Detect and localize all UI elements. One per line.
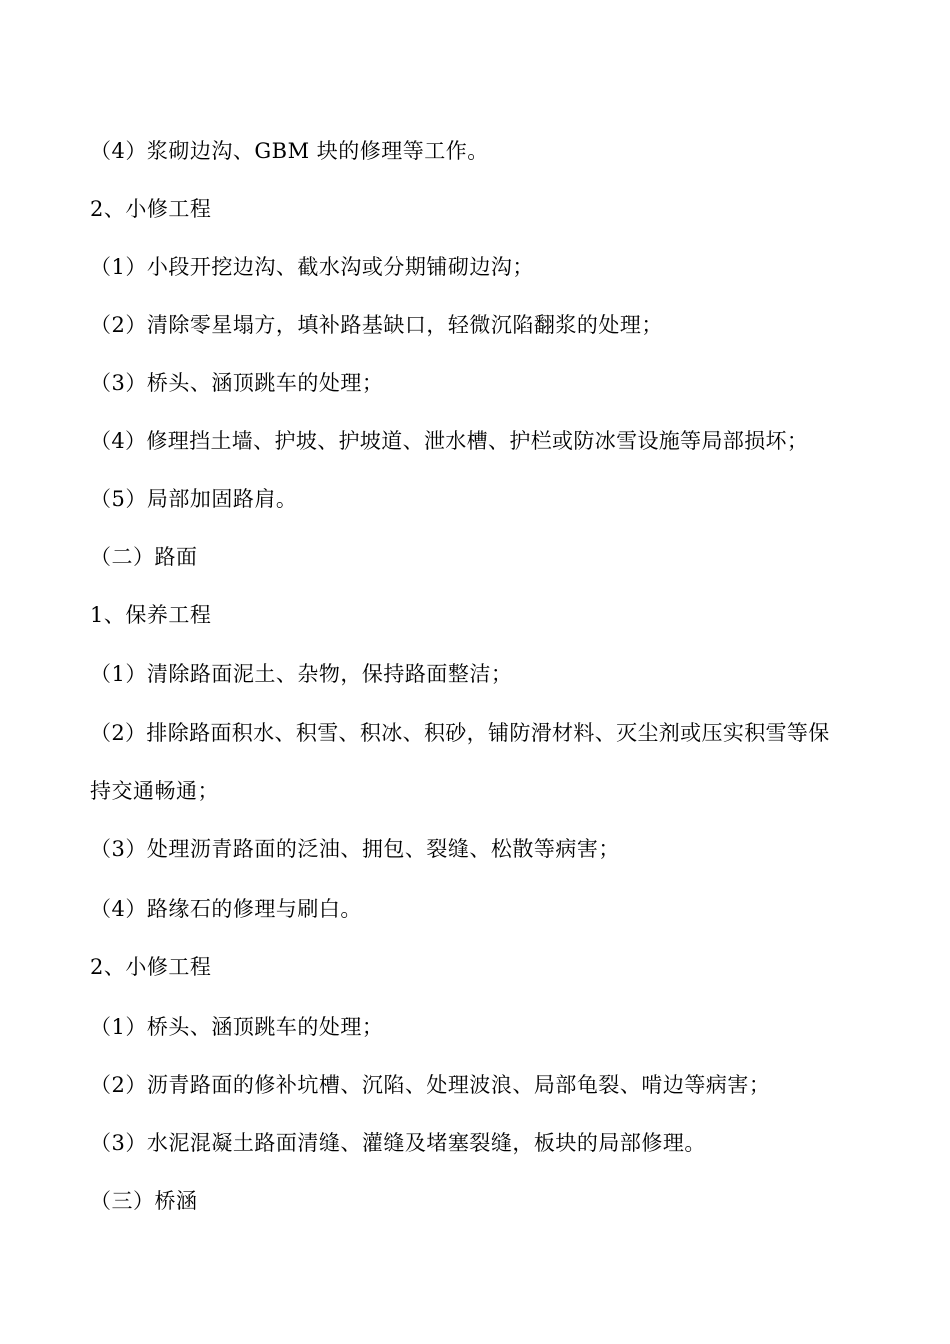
section-bridges-culverts: （三）桥涵 <box>90 1189 198 1213</box>
item-3-asphalt-defects: （3）处理沥青路面的泛油、拥包、裂缝、松散等病害； <box>90 837 620 861</box>
heading-minor-repair-2: 2、小修工程 <box>90 955 212 979</box>
item-2-drainage: （2）排除路面积水、积雪、积冰、积砂，铺防滑材料、灭尘剂或压实积雪等保 <box>90 721 830 745</box>
heading-maintenance: 1、保养工程 <box>90 603 212 627</box>
section-pavement: （二）路面 <box>90 545 198 569</box>
item-4-masonry-ditch: （4）浆砌边沟、GBM 块的修理等工作。 <box>90 139 489 163</box>
heading-minor-repair: 2、小修工程 <box>90 197 212 221</box>
item-2-continued: 持交通畅通； <box>90 779 219 803</box>
item-3-concrete-joint: （3）水泥混凝土路面清缝、灌缝及堵塞裂缝，板块的局部修理。 <box>90 1131 706 1155</box>
item-5-shoulder: （5）局部加固路肩。 <box>90 487 298 511</box>
item-1-clean-pavement: （1）清除路面泥土、杂物，保持路面整洁； <box>90 662 513 686</box>
item-2-asphalt-repair: （2）沥青路面的修补坑槽、沉陷、处理波浪、局部龟裂、啃边等病害； <box>90 1073 771 1097</box>
item-4-retaining-wall: （4）修理挡土墙、护坡、护坡道、泄水槽、护栏或防冰雪设施等局部损坏； <box>90 429 809 453</box>
item-1-ditch-excavation: （1）小段开挖边沟、截水沟或分期铺砌边沟； <box>90 255 534 279</box>
item-3-bridge-bump: （3）桥头、涵顶跳车的处理； <box>90 371 384 395</box>
item-2-landslide-cleanup: （2）清除零星塌方，填补路基缺口，轻微沉陷翻浆的处理； <box>90 313 663 337</box>
item-4-curb: （4）路缘石的修理与刷白。 <box>90 897 362 921</box>
item-1-bridge-bump-2: （1）桥头、涵顶跳车的处理； <box>90 1015 384 1039</box>
